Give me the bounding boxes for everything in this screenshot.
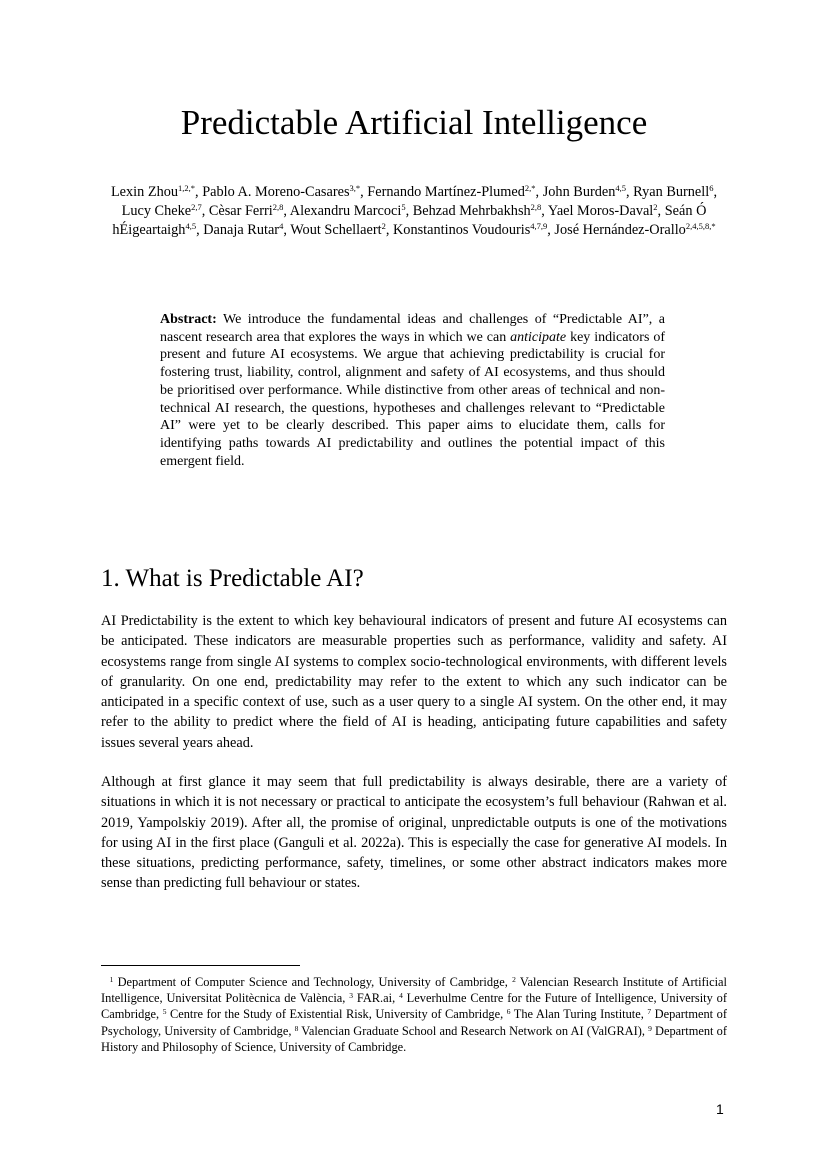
author-name: Lexin Zhou [110,184,179,200]
footnote-affiliation: Centre for the Study of Existential Risk, University of Cambridge, [166,1007,507,1022]
author-name: Yael Moros-Daval [547,203,654,219]
author-separator: , [196,222,204,238]
author [111,184,202,200]
author-name: Konstantinos Voudouris [392,222,531,238]
author-affiliation-marks: 2,8 [530,202,542,212]
abstract [160,311,665,470]
author-affiliation-marks: 2,* [524,183,536,193]
footnote-affiliation: The Alan Turing Institute, [510,1007,648,1022]
author-name: Pablo A. Moreno-Casares [202,184,350,200]
author-separator: , [547,222,555,238]
footnote-marker: 6 [506,1007,511,1017]
author-separator: , [405,203,413,219]
footnote-marker: 5 [162,1007,167,1017]
footnote-affiliation: FAR.ai, [353,991,400,1006]
author [543,184,633,200]
abstract-emphasis: anticipate [510,329,567,345]
footnote-marker: 3 [349,991,353,1001]
author-affiliation-marks: 2 [653,202,658,212]
abstract-label: Abstract: [160,312,217,327]
author [209,203,290,219]
author-separator: , [657,203,665,219]
affiliations-footnote [101,974,727,1055]
author-name: John Burden [542,184,616,200]
author [290,222,393,238]
footnote-marker: 7 [647,1007,652,1017]
author-name: Alexandru Marcoci [289,203,402,219]
author-separator: , [283,222,291,238]
author [203,222,290,238]
author [367,184,542,200]
author-name: Seán Ó hÉigeartaigh [112,203,707,238]
author [290,203,413,219]
footnote-marker: 8 [294,1023,299,1033]
footnote-affiliation: Valencian Graduate School and Research Network on AI (ValGRAI), [298,1023,649,1038]
author [554,222,715,238]
author-separator: , [195,184,203,200]
author-affiliation-marks: 4,5 [185,221,197,231]
author-name: José Hernández-Orallo [554,222,686,238]
footnote-affiliation: Valencian Research Institute of Artificial Intelligence, Universitat Politècnica de València, [101,975,727,1006]
author-name: Cèsar Ferri [208,203,273,219]
author-name: Danaja Rutar [203,222,280,238]
footnote-affiliation: Department of Psychology, University of Cambridge, [101,1007,727,1038]
author [633,184,717,200]
author-affiliation-marks: 4,7,9 [530,221,548,231]
author [122,203,209,219]
section-heading: 1. What is Predictable AI? [101,565,364,592]
author-affiliation-marks: 5 [401,202,406,212]
author-affiliation-marks: 4 [279,221,284,231]
author-separator: , [283,203,290,219]
author-name: Fernando Martínez-Plumed [367,184,525,200]
author-affiliation-marks: 1,2,* [178,183,196,193]
author [202,184,367,200]
footnote-marker: 1 [109,975,114,984]
author [393,222,554,238]
page-number: 1 [716,1101,724,1117]
footnote-affiliation: Department of Computer Science and Technology, University of Cambridge, [113,975,513,989]
author-separator: , [385,222,393,238]
author-affiliation-marks: 2 [381,221,386,231]
author-name: Ryan Burnell [633,184,710,200]
paper-title: Predictable Artificial Intelligence [180,103,648,142]
footnote-divider [101,965,300,966]
author-list [100,183,728,240]
author-separator: , [541,203,548,219]
footnote-marker: 9 [648,1023,652,1033]
author-affiliation-marks: 4,5 [615,183,626,193]
footnote-affiliation: Department of History and Philosophy of Science, University of Cambridge. [101,1023,727,1054]
body-paragraph-1: AI Predictability is the extent to which key behavioural indicators of present and future AI ecosystems can be anticipated. These indicators are measurable properties such as performance, validity and safety. AI ecosystems range from single AI systems to complex socio-technological environments, with different levels of granularity. On one end, predictability may refer to the extent to which any such indicator can be anticipated in a specific context of use, such as a user query to a single AI system. On the other end, it may refer to the ability to predict where the field of AI is heading, anticipating future capabilities and safety issues several years ahead. [101,613,727,751]
author-name: Behzad Mehrbakhsh [412,203,531,219]
author [548,203,665,219]
author-separator: , [626,184,634,200]
footnote-marker: 4 [399,991,403,1001]
abstract-text-part-2: key indicators of present and future AI ecosystems. We argue that achieving predictability is crucial for fostering trust, liability, control, alignment and safety of AI ecosystems, and thus should be prioritised over performance. While distinctive from other areas of technical and non-technical AI research, the questions, hypotheses and challenges relevant to “Predictable AI” were yet to be clearly described. This paper aims to elucidate them, calls for identifying paths towards AI predictability and outlines the potential impact of this emergent field. [160,329,665,469]
author-affiliation-marks: 6 [709,183,714,193]
author-separator: , [713,184,718,200]
author-name: Lucy Cheke [121,203,192,219]
footnote-marker: 2 [512,975,516,984]
author-separator: , [201,203,209,219]
abstract-text-part-1: We introduce the fundamental ideas and challenges of “Predictable AI”, a nascent research area that explores the ways in which we can [160,312,665,345]
author-separator: , [535,184,543,200]
author-name: Wout Schellaert [290,222,382,238]
body-paragraph-2: Although at first glance it may seem that full predictability is always desirable, there are a variety of situations in which it is not necessary or practical to anticipate the ecosystem’s full behaviour (Rahwan et al. 2019, Yampolskiy 2019). After all, the promise of original, unpredictable outputs is one of the motivations for using AI in the first place (Ganguli et al. 2022a). This is especially the case for generative AI models. In these situations, predicting performance, safety, timelines, or some other abstract indicators makes more sense than predicting full behaviour or states. [101,774,727,892]
author-affiliation-marks: 3,* [349,183,361,193]
author-separator: , [360,184,368,200]
author-affiliation-marks: 2,8 [272,202,284,212]
author [413,203,548,219]
author-affiliation-marks: 2,7 [191,202,202,212]
footnote-affiliation: Leverhulme Centre for the Future of Intelligence, University of Cambridge, [101,991,727,1022]
author-affiliation-marks: 2,4,5,8,* [685,221,716,231]
